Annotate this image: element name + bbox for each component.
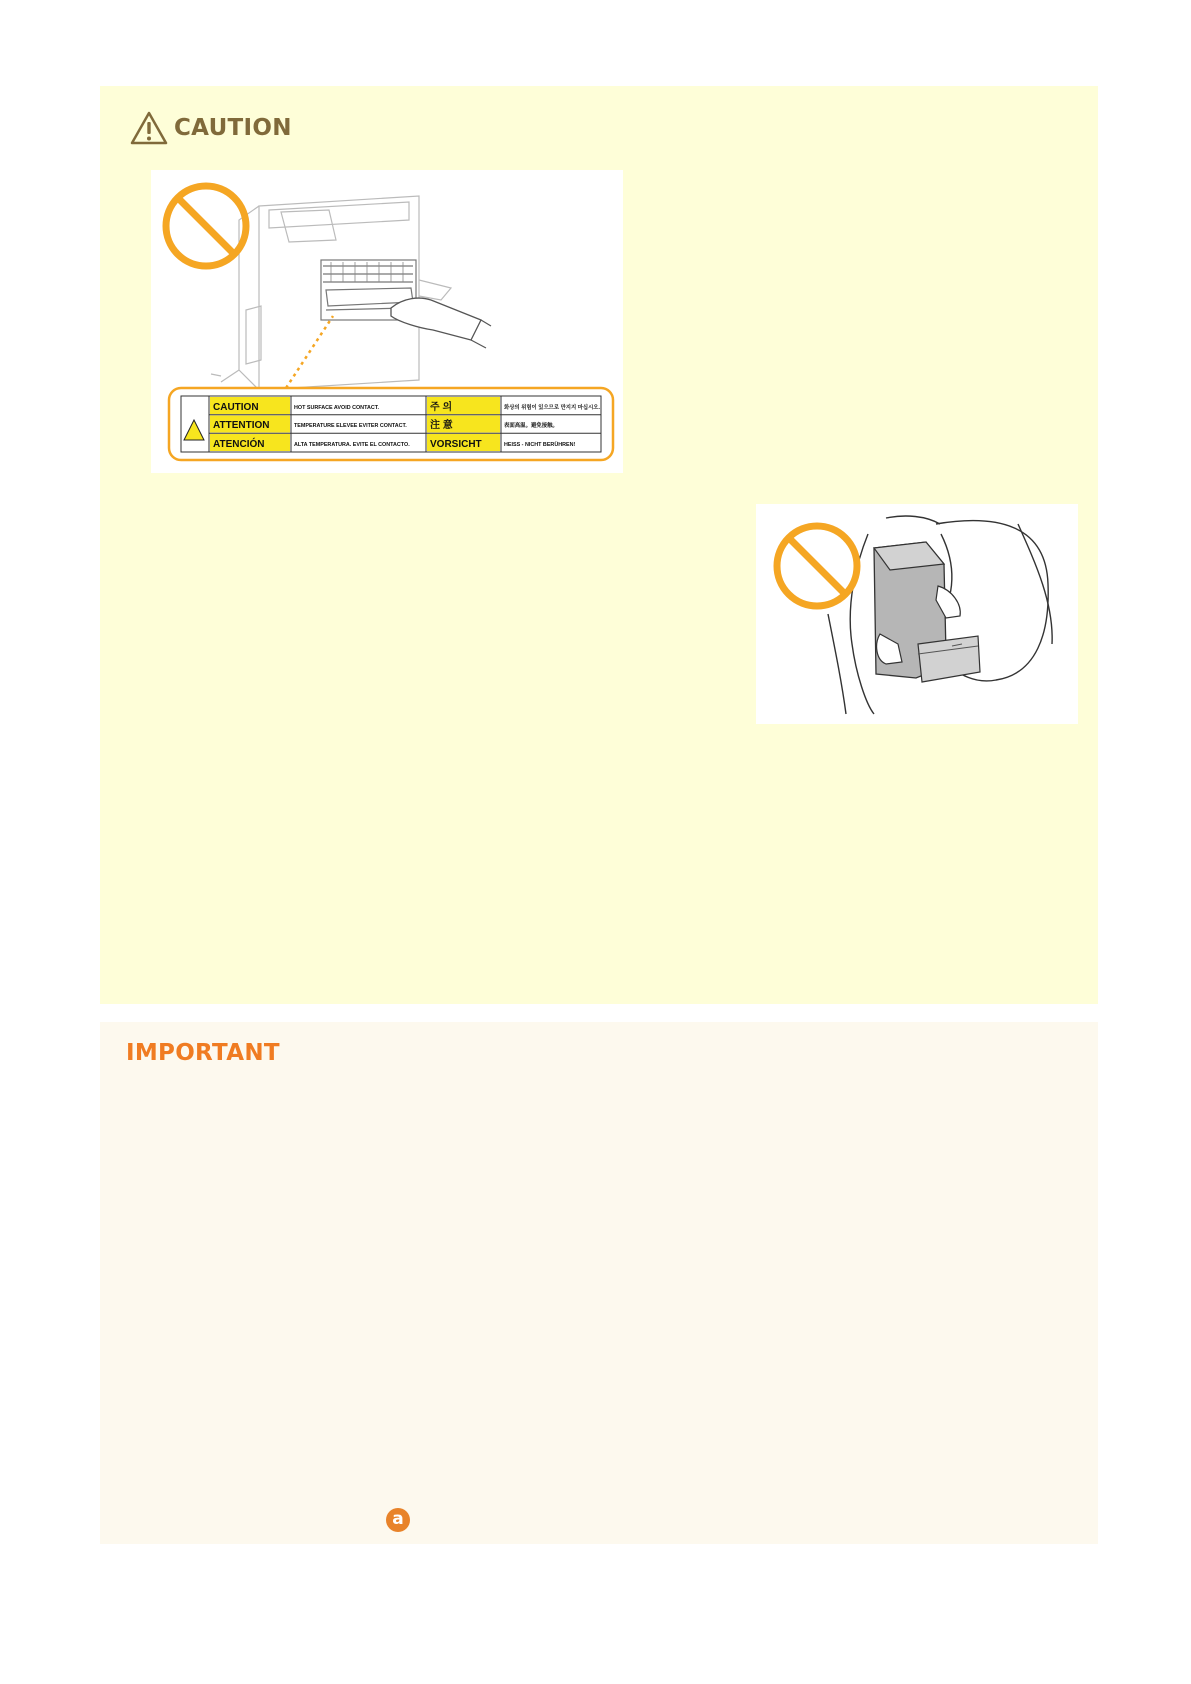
label-word: VORSICHT xyxy=(430,439,482,450)
callout-marker-a: a xyxy=(386,1508,410,1532)
label-text: 表面高温。避免接触。 xyxy=(504,423,558,429)
prohibited-sign-icon xyxy=(777,526,857,606)
caution-box xyxy=(100,86,1098,1004)
label-text: TEMPERATURE ELEVEE EVITER CONTACT. xyxy=(294,423,407,429)
label-word: ATENCIÓN xyxy=(213,439,265,450)
prohibited-sign-icon xyxy=(166,186,246,266)
caution-title: CAUTION xyxy=(174,115,292,141)
warning-triangle-icon xyxy=(130,111,168,145)
label-word: ATTENTION xyxy=(213,420,270,431)
label-word: 주 의 xyxy=(430,402,453,413)
important-box xyxy=(100,1022,1098,1544)
carrying-illustration xyxy=(756,504,1078,724)
label-text: HOT SURFACE AVOID CONTACT. xyxy=(294,405,379,411)
label-text: 화상의 위험이 있으므로 만지지 마십시오. xyxy=(504,405,601,411)
hot-surface-warning-label xyxy=(169,388,613,460)
caution-heading xyxy=(130,110,292,146)
label-word: 注 意 xyxy=(430,420,453,431)
important-title: IMPORTANT xyxy=(126,1040,280,1066)
label-text: ALTA TEMPERATURA. EVITE EL CONTACTO. xyxy=(294,442,410,448)
hot-surface-illustration xyxy=(151,170,623,473)
label-word: CAUTION xyxy=(213,402,259,413)
label-text: HEISS - NICHT BERÜHREN! xyxy=(504,442,576,448)
